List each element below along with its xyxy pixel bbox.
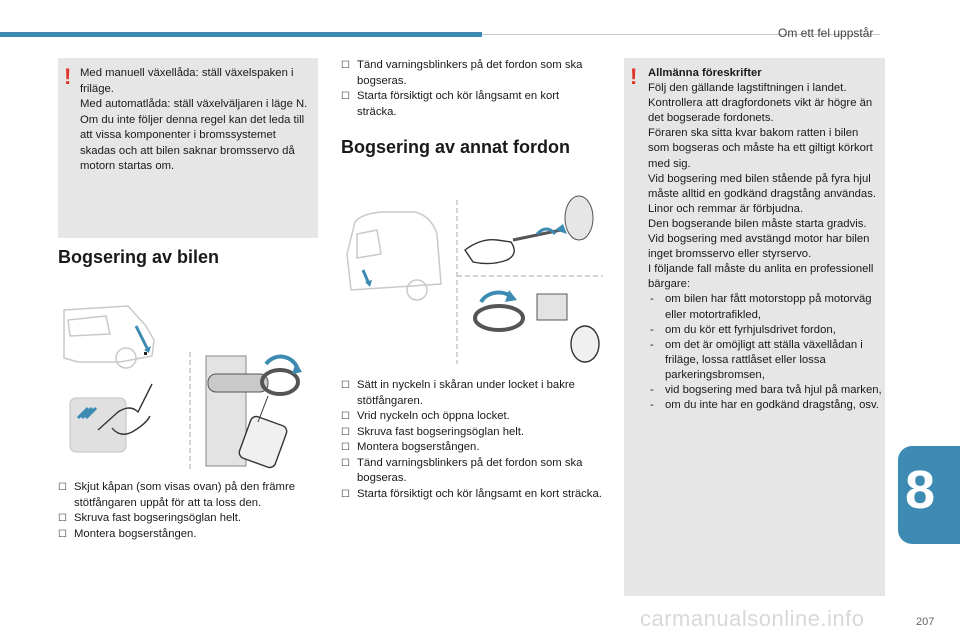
checkbox-icon: ☐ (341, 60, 350, 71)
heading-tow-this-vehicle: Bogsering av bilen (58, 247, 220, 267)
step-text: Starta försiktigt och kör långsamt en kort sträcka. (357, 487, 602, 500)
step-text: Montera bogserstången. (74, 527, 197, 540)
case-text: om du kör ett fyrhjulsdrivet fordon, (665, 323, 836, 336)
list-item (341, 425, 603, 441)
list-item (648, 323, 882, 338)
step-text: Sätt in nyckeln i skåran under locket i bakre stötfångaren. (357, 379, 575, 407)
warning-icon: ! (630, 64, 638, 89)
list-item (648, 292, 882, 322)
warning-icon: ! (64, 64, 72, 89)
case-text: om bilen har fått motorstopp på motorväg eller motortrafikled, (665, 293, 872, 321)
list-item (58, 527, 320, 543)
dash-marker: - (650, 338, 654, 351)
warning-text-gearbox (80, 66, 312, 175)
illustration-front-towing (58, 300, 320, 472)
rule-paragraph: Vid bogsering med avstängd motor har bilen inget bromsservo eller styrservo. (648, 233, 870, 261)
dash-marker: - (650, 383, 654, 396)
step-text: Skruva fast bogseringsöglan helt. (357, 425, 525, 438)
front-tow-steps (58, 480, 320, 542)
rule-paragraph: Vid bogsering med bilen stående på fyra hjul måste alltid en godkänd dragstång användas. Linor och remmar är förbjudna. (648, 172, 876, 215)
step-text: Skjut kåpan (som visas ovan) på den främre stötfångaren uppåt för att ta loss den. (74, 481, 296, 509)
dash-marker: - (650, 399, 654, 412)
list-item (341, 58, 601, 89)
general-rules-title: Allmänna föreskrifter (648, 67, 762, 79)
list-item (58, 511, 320, 527)
checkbox-icon: ☐ (341, 91, 350, 102)
step-text: Tänd varningsblinkers på det fordon som ska bogseras. (357, 456, 583, 484)
dash-marker: - (650, 293, 654, 306)
list-item (58, 480, 320, 511)
rule-paragraph: Den bogserande bilen måste starta gradvis. (648, 217, 867, 230)
checkbox-icon: ☐ (58, 482, 67, 493)
case-text: vid bogsering med bara två hjul på marken, (665, 383, 882, 396)
page-number: 207 (916, 616, 935, 628)
checkbox-icon: ☐ (341, 426, 350, 438)
checkbox-icon: ☐ (58, 528, 67, 540)
rule-paragraph: Kontrollera att dragfordonets vikt är högre än det bogserade fordonets. (648, 97, 873, 125)
tow-start-steps (341, 58, 601, 120)
list-item (648, 338, 882, 383)
rear-tow-steps (341, 378, 603, 502)
list-item (341, 89, 601, 120)
watermark: carmanualsonline.info (640, 606, 865, 631)
heading-tow-other-vehicle: Bogsering av annat fordon (341, 137, 571, 157)
warning-line: Om du inte följer denna regel kan det leda till att vissa komponenter i bromssystemet skadas och att bilen saknar bromsservo då motorn startas om. (80, 113, 305, 172)
chapter-number: 8 (905, 460, 936, 520)
dash-marker: - (650, 323, 654, 336)
checkbox-icon: ☐ (341, 411, 350, 422)
list-item (341, 456, 603, 487)
checkbox-icon: ☐ (58, 513, 67, 524)
warning-line: Med manuell växellåda: ställ växelspaken i friläge. (80, 67, 294, 95)
step-text: Vrid nyckeln och öppna locket. (357, 410, 510, 422)
step-text: Starta försiktigt och kör långsamt en kort sträcka. (357, 90, 560, 118)
step-text: Skruva fast bogseringsöglan helt. (74, 512, 242, 524)
illustration-rear-towing (341, 194, 603, 366)
list-item (341, 409, 603, 425)
list-item (341, 378, 603, 409)
professional-towing-cases (648, 292, 882, 413)
rule-paragraph: Föraren ska sitta kvar bakom ratten i bilen som bogseras och måste ha ett giltigt körkort med sig. (648, 127, 873, 170)
header-accent-bar (0, 32, 482, 37)
checkbox-icon: ☐ (341, 442, 350, 453)
checkbox-icon: ☐ (341, 457, 350, 469)
list-item (648, 383, 882, 398)
section-title: Om ett fel uppstår (778, 26, 874, 40)
general-rules-text (648, 66, 882, 413)
case-text: om du inte har en godkänd dragstång, osv. (665, 399, 879, 412)
list-item (341, 440, 603, 456)
step-text: Tänd varningsblinkers på det fordon som ska bogseras. (357, 59, 583, 87)
warning-line: Med automatlåda: ställ växelväljaren i läge N. (80, 98, 308, 110)
step-text: Montera bogserstången. (357, 441, 480, 453)
rule-paragraph: Följ den gällande lagstiftningen i landet. (648, 82, 847, 95)
list-item (341, 487, 603, 503)
case-text: om det är omöjligt att ställa växellådan i friläge, lossa rattlåset eller lossa parkeringsbromsen, (665, 338, 863, 381)
list-item (648, 398, 882, 413)
checkbox-icon: ☐ (341, 380, 350, 391)
checkbox-icon: ☐ (341, 488, 350, 500)
rule-paragraph: I följande fall måste du anlita en professionell bärgare: (648, 263, 874, 291)
